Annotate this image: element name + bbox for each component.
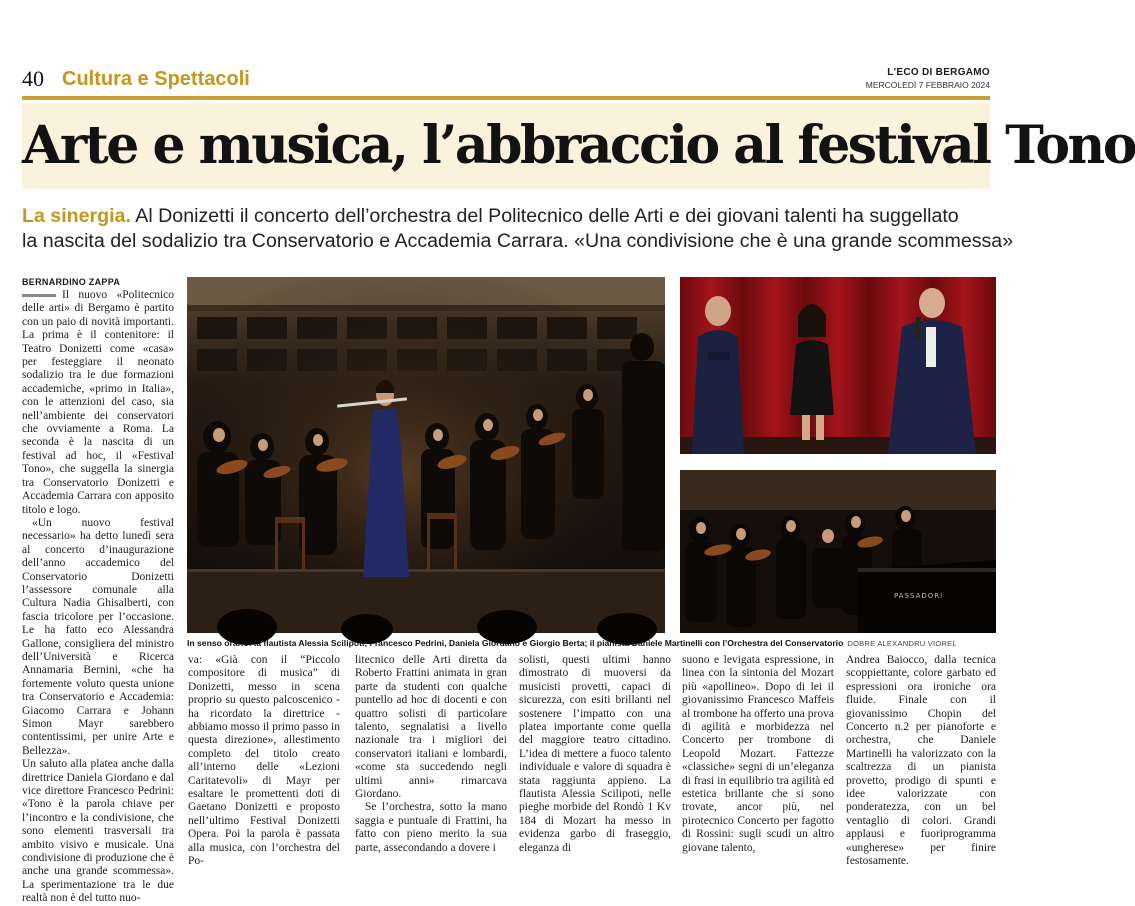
header-rule <box>22 96 990 100</box>
paragraph: Il nuovo «Politecnico delle arti» di Bergamo è partito con un paio di novità importanti. La prima è il contenitore: il Teatro Donizetti come «casa» per festeggiare il neonato sodalizio tra le due formazioni accademiche, «primo in Italia», con le attenzioni del caso, sia nell’ambiente dei conservatori che ovviamente a Roma. La seconda è la nascita di un festival ad hoc, il «Festival Tono», che suggella la sinergia tra Conservatorio Donizetti e Accademia Carrara con apposito titolo e logo. <box>22 289 174 516</box>
newspaper-name: L'ECO DI BERGAMO <box>887 67 990 78</box>
paragraph: solisti, questi ultimi hanno dimostrato di muoversi da musicisti provetti, capaci di sicurezza, con esiti brillanti nel sostenere l’impatto con una platea importante come quella del maggiore teatro cittadino. L’idea di mettere a fuoco talento individuale e valore di squadra è stata raggiunta appieno. La flautista Alessia Scilipoti, nelle pieghe morbide del Rondò 1 Kv 184 di Mozart ha messo in evidenza garbo di fraseggio, eleganza di <box>519 654 671 854</box>
page-number: 40 <box>22 66 44 91</box>
article-column-2 <box>188 654 340 869</box>
paragraph: Andrea Baiocco, dalla tecnica scoppiettante, colore garbato ed espressioni ora ironiche ora fluide. Finale con il giovanissimo Chopin del Concerto n.2 per pianoforte e orchestra, che Daniele Martinelli ha valorizzato con la scaltrezza di un pianista provetto, prodigo di spunti e idee valorizzate con ponderatezza, con un bel ventaglio di colori. Grandi applausi e fuoriprogramma «ungherese» per finire festosamente. <box>846 654 996 868</box>
photo-speakers <box>680 277 996 454</box>
issue-date: MERCOLEDÌ 7 FEBBRAIO 2024 <box>865 80 990 90</box>
pianist-illustration <box>680 470 996 633</box>
caption-text: In senso orario: la flautista Alessia Scilipoti; Francesco Pedrini, Daniela Giordano e Giorgio Berta; il pianista Daniele Martinelli con l’Orchestra del Conservatorio <box>187 638 844 648</box>
article-column-3 <box>355 654 507 855</box>
section-title: Cultura e Spettacoli <box>62 68 250 90</box>
article-column-4 <box>519 654 671 855</box>
subhead-line-2: la nascita del sodalizio tra Conservatorio e Accademia Carrara. «Una condivisione che è una grande scommessa» <box>22 230 1014 252</box>
paragraph: suono e levigata espressione, in linea con la sintonia del Mozart più «apollineo». Dopo di lei il giovanissimo Francesco Maffeis al trombone ha offerto una prova di agilità e morbidezza nel Concerto per trombone di Leopold Mozart. Fattezze «classiche» segni di un’eleganza di frasi in equilibrio tra agilità ed estetica brillante che si sono trovate, ancor più, nel pirotecnico Concerto per fagotto di Rossini: sugli scudi un altro giovane talento, <box>682 654 835 854</box>
lead-dash <box>22 294 56 297</box>
paragraph: Un saluto alla platea anche dalla direttrice Daniela Giordano e dal vice direttore Francesco Pedrini: «Tono è la parola chiave per l’incontro e la condivisione, che sono elementi trasversali tra ambito visivo e musicale. Una condivisione di produzione che è anche una grande scommessa». La sperimentazione tra le due realtà non è del tutto nuo- <box>22 758 175 905</box>
piano-brand: PASSADORI <box>894 592 944 600</box>
article-column-5 <box>682 654 834 855</box>
speakers-illustration <box>680 277 996 454</box>
headline: Arte e musica, l’abbraccio al festival Tono <box>22 115 1135 176</box>
paragraph: litecnico delle Arti diretta da Roberto Frattini animata in gran parte da studenti con qualche puntello ad hoc di docenti e con quattro solisti di particolare talento, segnalatisi a livello nazionale tra i migliori dei conservatori italiani e lombardi, «come sta succedendo negli ultimi anni» rimarcava Giordano. <box>355 654 507 801</box>
photo-caption <box>187 638 997 648</box>
paragraph: «Un nuovo festival necessario» ha detto lunedì sera al concerto d’inaugurazione dell’anno accademico del Conservatorio Donizetti l’assessore comunale alla Cultura Nadia Ghisalberti, con fascia tricolore per l’occasione. Le ha fatto eco Alessandra Gallone, consigliera del ministro dell’Università e Ricerca Annamaria Bernini, «che ha fortemente voluto questa unione tra Conservatorio e Accademia: Giacomo Carrara e Johann Simon Mayr sarebbero contentissimi, per unire Arte e Bellezza». <box>22 516 174 757</box>
subhead-line-1: Al Donizetti il concerto dell’orchestra del Politecnico delle Arti e dei giovani talenti ha suggellato <box>135 205 959 227</box>
subheadline <box>22 204 1014 254</box>
orchestra-stage-illustration <box>187 277 665 633</box>
paragraph: va: «Già con il “Piccolo compositore di musica” di Donizetti, messo in scena proprio su questo palcoscenico - ha ricordato la direttrice - abbiamo mosso il primo passo in questa direzione», allestimento completo del titolo creato all’interno delle «Lezioni Caritatevoli» di Mayr per esaltare le promettenti doti di Gaetano Donizetti e proposto nell’ultimo Festival Donizetti Opera. Poi la parola è passata alla musica, con l’orchestra del Po- <box>188 654 340 868</box>
article-column-6 <box>846 654 996 869</box>
paragraph: Se l’orchestra, sotto la mano saggia e puntuale di Frattini, ha fatto con pieno merito la sua parte, assecondando a dovere i <box>355 801 507 854</box>
photo-orchestra-flutist <box>187 277 665 633</box>
photo-pianist-orchestra <box>680 470 996 633</box>
kicker: La sinergia. <box>22 205 131 227</box>
byline: BERNARDINO ZAPPA <box>22 277 121 287</box>
photo-credit: DOBRE ALEXANDRU VIOREL <box>847 639 957 648</box>
masthead <box>866 67 990 90</box>
article-column-1 <box>22 289 174 906</box>
